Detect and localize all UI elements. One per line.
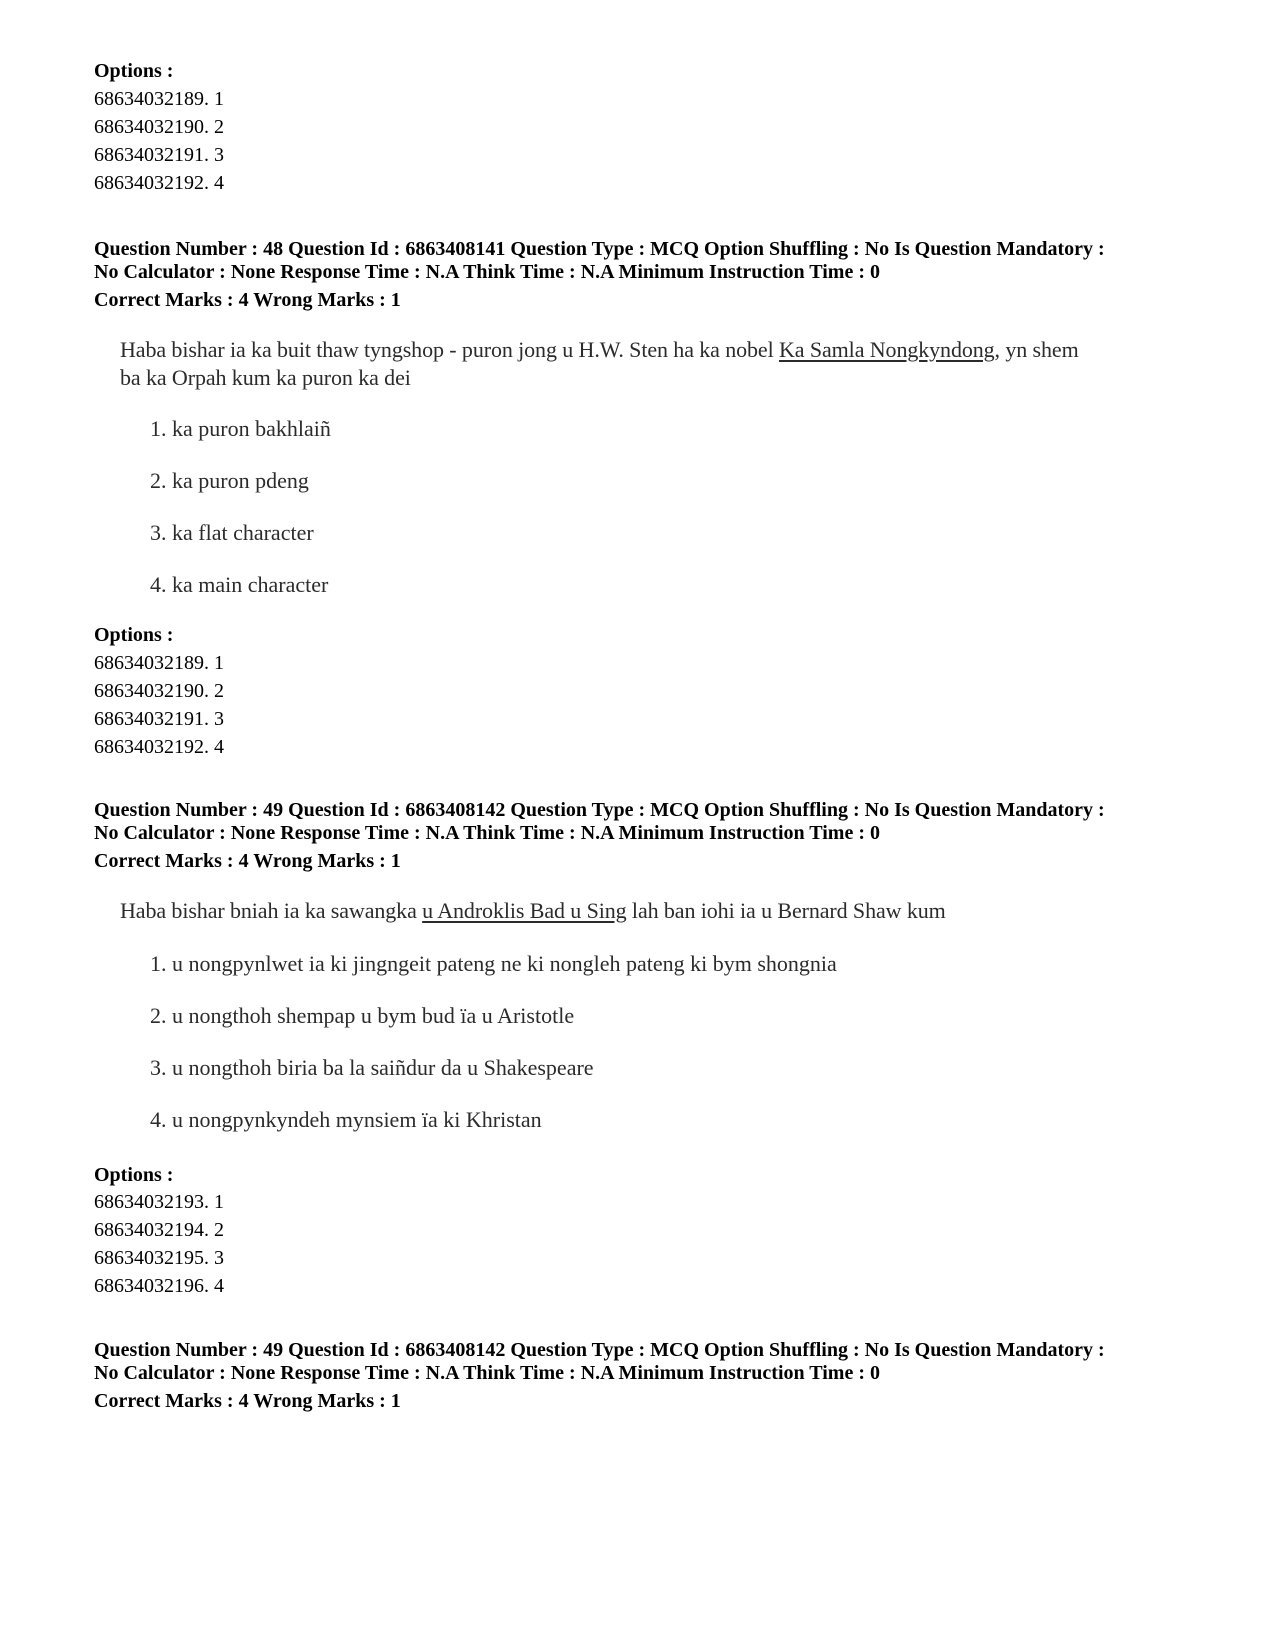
- question-49-repeat-meta-line1: Question Number : 49 Question Id : 6863408142 Question Type : MCQ Option Shuffling : No Is Question Mandatory :: [94, 1339, 1105, 1361]
- options-heading: Options :: [94, 624, 174, 646]
- question-49-text-part: lah ban iohi ia u Bernard Shaw kum: [626, 898, 946, 923]
- option-line: 68634032196. 4: [94, 1275, 224, 1297]
- question-48-choice: 1. ka puron bakhlaiñ: [150, 416, 331, 441]
- question-49-choice: 1. u nongpynlwet ia ki jingngeit pateng ne ki nongleh pateng ki bym shongnia: [150, 951, 837, 976]
- question-49-choice: 2. u nongthoh shempap u bym bud ïa u Aristotle: [150, 1003, 575, 1028]
- option-line: 68634032190. 2: [94, 680, 224, 702]
- option-line: 68634032194. 2: [94, 1219, 224, 1241]
- question-49-marks: Correct Marks : 4 Wrong Marks : 1: [94, 850, 401, 872]
- options-heading: Options :: [94, 60, 174, 82]
- question-48-text-part: Haba bishar ia ka buit thaw tyngshop - puron jong u H.W. Sten ha ka nobel: [120, 337, 780, 362]
- option-line: 68634032192. 4: [94, 172, 224, 194]
- question-48-text-line2: ba ka Orpah kum ka puron ka dei: [120, 365, 411, 390]
- options-heading: Options :: [94, 1164, 174, 1186]
- question-48-meta-line1: Question Number : 48 Question Id : 6863408141 Question Type : MCQ Option Shuffling : No Is Question Mandatory :: [94, 238, 1105, 260]
- question-48-choice: 2. ka puron pdeng: [150, 468, 309, 493]
- question-48-text-part: , yn shem: [994, 337, 1079, 362]
- question-49-underlined-title: u Androklis Bad u Sing: [422, 898, 627, 923]
- question-48-underlined-title: Ka Samla Nongkyndong: [779, 337, 995, 362]
- option-line: 68634032193. 1: [94, 1191, 224, 1213]
- option-line: 68634032191. 3: [94, 708, 224, 730]
- question-49-meta-line1: Question Number : 49 Question Id : 6863408142 Question Type : MCQ Option Shuffling : No Is Question Mandatory :: [94, 799, 1105, 821]
- question-49-choice: 3. u nongthoh biria ba la saiñdur da u Shakespeare: [150, 1055, 594, 1080]
- question-48-marks: Correct Marks : 4 Wrong Marks : 1: [94, 289, 401, 311]
- question-48-meta-line2: No Calculator : None Response Time : N.A Think Time : N.A Minimum Instruction Time : 0: [94, 261, 880, 283]
- question-49-meta-line2: No Calculator : None Response Time : N.A Think Time : N.A Minimum Instruction Time : 0: [94, 822, 880, 844]
- question-49-text-line1: [120, 897, 946, 925]
- question-49-repeat-meta-line2: No Calculator : None Response Time : N.A Think Time : N.A Minimum Instruction Time : 0: [94, 1362, 880, 1384]
- option-line: 68634032191. 3: [94, 144, 224, 166]
- question-48-text-line1: [120, 336, 1079, 364]
- question-49-choice: 4. u nongpynkyndeh mynsiem ïa ki Khristan: [150, 1107, 542, 1132]
- option-line: 68634032192. 4: [94, 736, 224, 758]
- option-line: 68634032189. 1: [94, 88, 224, 110]
- option-line: 68634032189. 1: [94, 652, 224, 674]
- question-49-repeat-marks: Correct Marks : 4 Wrong Marks : 1: [94, 1390, 401, 1412]
- question-48-choice: 4. ka main character: [150, 572, 329, 597]
- question-49-text-part: Haba bishar bniah ia ka sawangka: [120, 898, 423, 923]
- option-line: 68634032190. 2: [94, 116, 224, 138]
- question-48-choice: 3. ka flat character: [150, 520, 314, 545]
- option-line: 68634032195. 3: [94, 1247, 224, 1269]
